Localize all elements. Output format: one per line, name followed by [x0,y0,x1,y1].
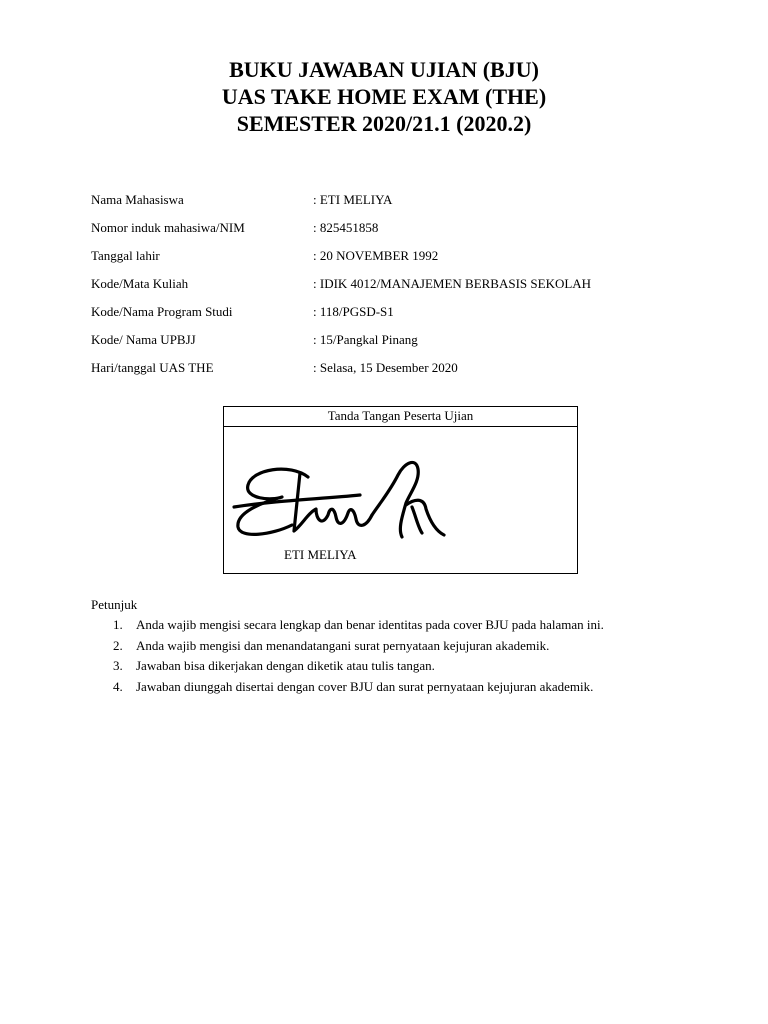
info-row-upbjj [91,332,711,360]
list-item-number: 2. [113,637,123,653]
handwritten-signature [230,447,460,547]
info-label: Kode/ Nama UPBJJ [91,332,196,347]
title-line-1: BUKU JAWABAN UJIAN (BJU) [229,57,539,82]
info-row-nim [91,220,711,248]
document-title [0,56,768,137]
list-item-text: Anda wajib mengisi secara lengkap dan benar identitas pada cover BJU pada halaman ini. [136,617,604,632]
info-value: : 15/Pangkal Pinang [313,332,418,347]
info-row-program [91,304,711,332]
list-item-text: Jawaban diunggah disertai dengan cover BJU dan surat pernyataan kejujuran akademik. [136,678,594,694]
info-value: : Selasa, 15 Desember 2020 [313,360,458,375]
list-item-text: Jawaban bisa dikerjakan dengan diketik atau tulis tangan. [136,658,435,673]
info-label: Nama Mahasiswa [91,192,184,207]
title-line-2: UAS TAKE HOME EXAM (THE) [221,84,547,109]
info-row-birthdate [91,248,711,276]
list-item-number: 1. [113,617,123,632]
info-value: : 825451858 [313,220,379,235]
student-info [91,192,711,388]
signer-name: ETI MELIYA [284,547,357,562]
info-row-exam-date [91,360,711,388]
info-label: Kode/Mata Kuliah [91,276,189,291]
info-row-course [91,276,711,304]
info-row-name [91,192,711,220]
signature-heading: Tanda Tangan Peserta Ujian [224,407,577,427]
list-item-number: 3. [113,658,123,673]
info-label: Tanggal lahir [91,248,160,263]
instructions-list [91,617,731,699]
info-value: : 118/PGSD-S1 [313,304,394,319]
list-item [91,679,731,700]
info-value: : 20 NOVEMBER 1992 [313,248,439,263]
list-item-text: Anda wajib mengisi dan menandatangani surat pernyataan kejujuran akademik. [136,637,550,653]
list-item-number: 4. [113,678,123,694]
list-item [91,617,731,638]
info-label: Nomor induk mahasiwa/NIM [91,220,245,235]
signature-box [223,406,578,574]
info-label: Hari/tanggal UAS THE [91,360,214,375]
info-value: : IDIK 4012/MANAJEMEN BERBASIS SEKOLAH [313,276,592,291]
info-label: Kode/Nama Program Studi [91,304,233,319]
list-item [91,658,731,679]
title-line-3: SEMESTER 2020/21.1 (2020.2) [236,111,532,136]
list-item [91,638,731,659]
info-value: : ETI MELIYA [313,192,393,207]
instructions-title: Petunjuk [91,597,138,612]
